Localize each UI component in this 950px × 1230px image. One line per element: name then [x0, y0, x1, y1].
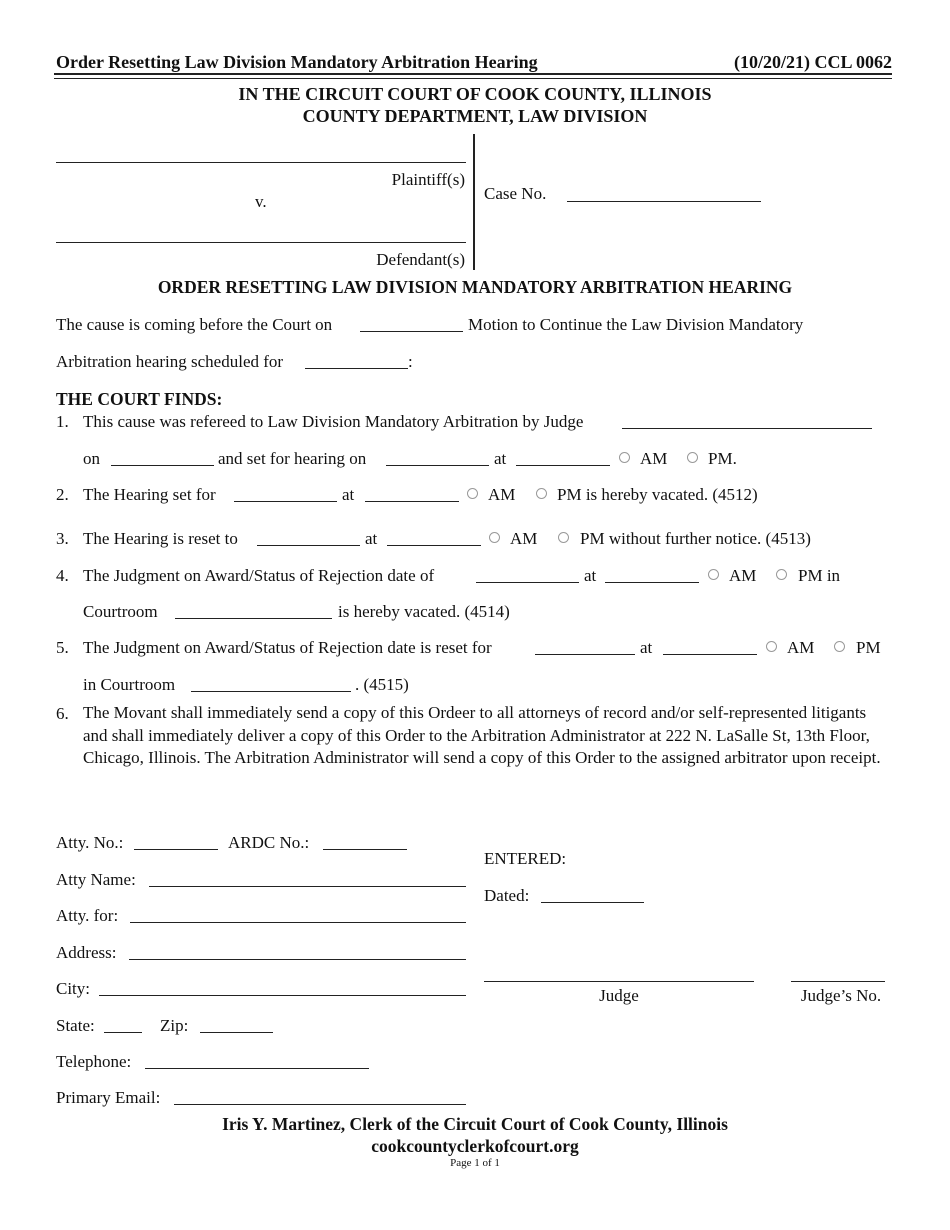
item-2-date-field[interactable]	[234, 483, 337, 502]
item-3-number: 3.	[56, 529, 69, 548]
item-6-number: 6.	[56, 704, 69, 723]
item-5-pm-radio[interactable]	[834, 641, 845, 652]
state-label: State:	[56, 1016, 95, 1035]
item-4-date-field[interactable]	[476, 564, 579, 583]
city-field[interactable]	[99, 977, 466, 996]
judge-no-label: Judge’s No.	[800, 986, 882, 1005]
address-label: Address:	[56, 943, 117, 962]
email-label: Primary Email:	[56, 1088, 161, 1107]
intro-text-1: The cause is coming before the Court on	[56, 315, 333, 334]
item-5-time-field[interactable]	[663, 636, 757, 655]
atty-no-field[interactable]	[134, 831, 218, 850]
order-title: ORDER RESETTING LAW DIVISION MANDATORY ARBITRATION HEARING	[157, 277, 793, 297]
scheduled-date-field[interactable]	[305, 350, 408, 369]
form-code: (10/20/21) CCL 0062	[733, 52, 892, 72]
item-2-at: at	[342, 485, 355, 504]
item-5-date-field[interactable]	[535, 636, 635, 655]
item-2-am-radio[interactable]	[467, 488, 478, 499]
item-4-text: The Judgment on Award/Status of Rejection date of	[83, 566, 435, 585]
form-title: Order Resetting Law Division Mandatory Arbitration Hearing	[56, 52, 538, 72]
item-6-text: The Movant shall immediately send a copy of this Ordeer to all attorneys of record and/or self-represented litigants and shall immediately deliver a copy of this Order to the Arbitration Administrator at 222 N. LaSalle St, 13th Floor, Chicago, Illinois. The Arbitration Administrator will send a copy of this Order to the assigned arbitrator upon receipt.	[83, 703, 881, 767]
item-5-pm-label: PM	[856, 638, 881, 657]
telephone-field[interactable]	[145, 1050, 369, 1069]
item-1-am-label: AM	[640, 449, 668, 468]
page-number: Page 1 of 1	[450, 1157, 500, 1169]
city-label: City:	[56, 979, 91, 998]
clerk-website[interactable]: cookcountyclerkofcourt.org	[371, 1136, 579, 1156]
atty-for-label: Atty. for:	[56, 906, 119, 925]
telephone-label: Telephone:	[56, 1052, 132, 1071]
dated-field[interactable]	[541, 884, 644, 903]
item-1-am-radio[interactable]	[619, 452, 630, 463]
item-3-pm-radio[interactable]	[558, 532, 569, 543]
zip-label: Zip:	[160, 1016, 189, 1035]
item-3-tail: PM without further notice. (4513)	[580, 529, 811, 548]
item-4-pm-radio[interactable]	[776, 569, 787, 580]
intro-date-field[interactable]	[360, 313, 463, 332]
court-line-1: IN THE CIRCUIT COURT OF COOK COUNTY, ILLINOIS	[238, 84, 712, 104]
item-3-date-field[interactable]	[257, 527, 360, 546]
item-5-at: at	[640, 638, 653, 657]
item-1-pm-label: PM.	[708, 449, 737, 468]
item-1-number: 1.	[56, 412, 69, 431]
item-1-set: and set for hearing on	[218, 449, 367, 468]
address-field[interactable]	[129, 941, 466, 960]
item-5-courtroom-field[interactable]	[191, 673, 351, 692]
court-line-2: COUNTY DEPARTMENT, LAW DIVISION	[302, 106, 648, 126]
judge-field[interactable]	[622, 410, 872, 429]
plaintiff-field[interactable]	[56, 144, 466, 163]
item-4-tail: PM in	[798, 566, 841, 585]
item-2-number: 2.	[56, 485, 69, 504]
case-no-label: Case No.	[484, 184, 547, 203]
item-4-end: is hereby vacated. (4514)	[338, 602, 510, 621]
item-1-text: This cause was refereed to Law Division Mandatory Arbitration by Judge	[83, 412, 584, 431]
item-5-end: . (4515)	[355, 675, 409, 694]
hearing-date-field[interactable]	[386, 447, 489, 466]
defendant-label: Defendant(s)	[376, 250, 465, 269]
item-5-am-radio[interactable]	[766, 641, 777, 652]
caption-divider	[473, 134, 475, 270]
judge-no-field[interactable]	[791, 963, 885, 982]
clerk-name: Iris Y. Martinez, Clerk of the Circuit Court of Cook County, Illinois	[222, 1114, 728, 1134]
item-4-am-radio[interactable]	[708, 569, 719, 580]
item-5-am-label: AM	[787, 638, 815, 657]
item-5-text: The Judgment on Award/Status of Rejection date is reset for	[83, 638, 492, 657]
versus-label: v.	[255, 192, 267, 211]
item-3-am-label: AM	[510, 529, 538, 548]
item-2-time-field[interactable]	[365, 483, 459, 502]
zip-field[interactable]	[200, 1014, 273, 1033]
ardc-no-label: ARDC No.:	[228, 833, 310, 852]
intro-text-2: Motion to Continue the Law Division Mandatory	[468, 315, 804, 334]
judge-label: Judge	[599, 986, 639, 1005]
plaintiff-label: Plaintiff(s)	[391, 170, 465, 189]
atty-name-label: Atty Name:	[56, 870, 136, 889]
item-2-am-label: AM	[488, 485, 516, 504]
refer-date-field[interactable]	[111, 447, 214, 466]
item-1-at: at	[494, 449, 507, 468]
entered-label: ENTERED:	[484, 849, 567, 868]
item-2-text: The Hearing set for	[83, 485, 216, 504]
item-2-tail: PM is hereby vacated. (4512)	[557, 485, 758, 504]
item-3-text: The Hearing is reset to	[83, 529, 238, 548]
hearing-time-field[interactable]	[516, 447, 610, 466]
header-rule-thin	[54, 78, 892, 79]
dated-label: Dated:	[484, 886, 530, 905]
atty-name-field[interactable]	[149, 868, 466, 887]
ardc-no-field[interactable]	[323, 831, 407, 850]
intro-text-3: Arbitration hearing scheduled for	[56, 352, 284, 371]
state-field[interactable]	[104, 1014, 142, 1033]
case-no-field[interactable]	[567, 183, 761, 202]
item-1-pm-radio[interactable]	[687, 452, 698, 463]
judge-signature-field[interactable]	[484, 963, 754, 982]
item-4-number: 4.	[56, 566, 69, 585]
item-3-am-radio[interactable]	[489, 532, 500, 543]
header-rule-thick	[54, 73, 892, 75]
item-4-courtroom-label: Courtroom	[83, 602, 158, 621]
item-4-am-label: AM	[729, 566, 757, 585]
intro-colon: :	[408, 352, 413, 371]
item-3-time-field[interactable]	[387, 527, 481, 546]
defendant-field[interactable]	[56, 224, 466, 243]
item-4-courtroom-field[interactable]	[175, 600, 332, 619]
atty-for-field[interactable]	[130, 904, 466, 923]
item-4-time-field[interactable]	[605, 564, 699, 583]
atty-no-label: Atty. No.:	[56, 833, 124, 852]
email-field[interactable]	[174, 1086, 466, 1105]
item-5-number: 5.	[56, 638, 69, 657]
item-2-pm-radio[interactable]	[536, 488, 547, 499]
item-4-at: at	[584, 566, 597, 585]
findings-heading: THE COURT FINDS:	[56, 389, 223, 409]
item-1-on: on	[83, 449, 100, 468]
item-3-at: at	[365, 529, 378, 548]
item-5-courtroom-label: in Courtroom	[83, 675, 176, 694]
